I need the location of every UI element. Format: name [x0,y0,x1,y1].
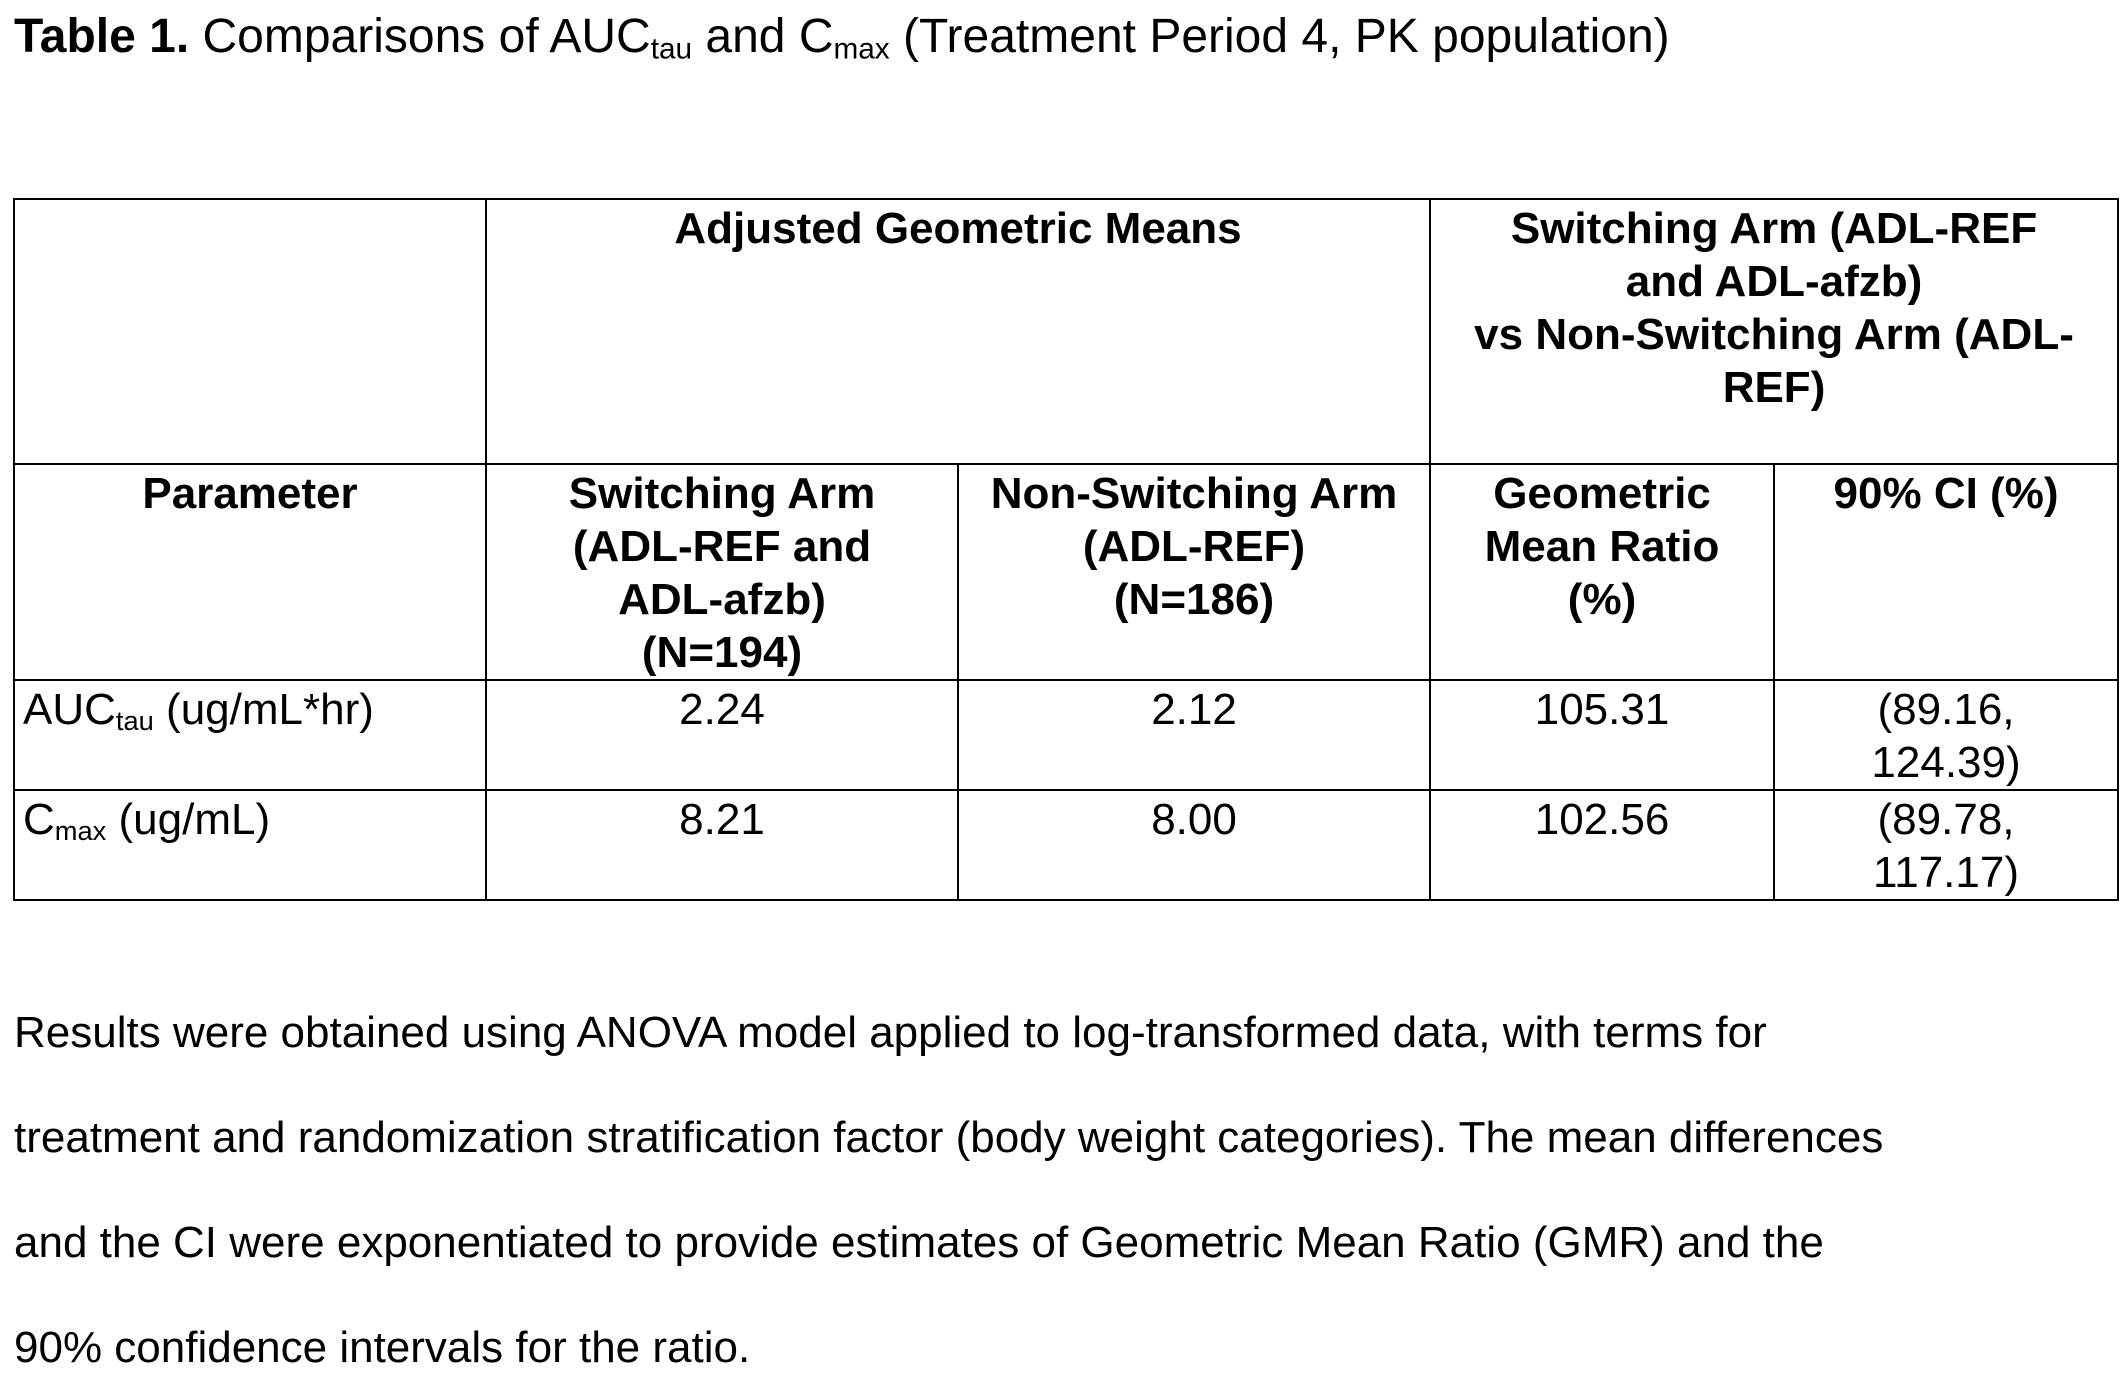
column-header-switching-arm [486,464,958,680]
cell-parameter [14,680,486,790]
ci-upper: 117.17) [1873,848,2019,897]
header-comparison-line: Switching Arm (ADL-REF [1510,204,2038,253]
cell-non-switching-value: 8.00 [958,790,1430,900]
column-header-non-switching-arm [958,464,1430,680]
table-title-label: Table 1. [14,10,190,63]
cell-switching-value: 2.24 [486,680,958,790]
parameter-name: C [23,795,55,844]
table-footnote [14,980,2104,1400]
column-header-line: (N=186) [1113,575,1275,624]
header-empty-cell [14,199,486,464]
header-comparison-line: and ADL-afzb) [1625,257,1923,306]
table-title-subscript-max: max [833,32,890,66]
column-header-line: (%) [1567,575,1637,624]
footnote-line: 90% confidence intervals for the ratio. [14,1323,751,1372]
column-header-line: (N=194) [641,628,803,677]
cell-ci-value [1774,790,2118,900]
column-header-line: (ADL-REF) [1082,522,1306,571]
header-row-group [14,199,2118,464]
table-title-text-mid: and C [705,10,834,63]
header-row-columns [14,464,2118,680]
cell-gmr-value: 102.56 [1430,790,1774,900]
parameter-name: AUC [23,685,116,734]
column-header-line: Geometric [1493,469,1711,518]
header-comparison [1430,199,2118,464]
footnote-line: Results were obtained using ANOVA model applied to log-transformed data, with terms for [14,1008,1767,1057]
column-header-line: (ADL-REF and [572,522,872,571]
cell-non-switching-value: 2.12 [958,680,1430,790]
parameter-subscript: tau [115,705,154,736]
column-header-line: Non-Switching Arm [990,469,1398,518]
table-row-auctau [14,680,2118,790]
column-header-parameter: Parameter [14,464,486,680]
parameter-unit: (ug/mL*hr) [166,685,374,734]
pk-comparison-table [13,198,2119,901]
column-header-line: ADL-afzb) [618,575,826,624]
ci-lower: (89.16, [1877,685,2015,734]
column-header-line: Switching Arm [568,469,876,518]
column-header-geometric-mean-ratio [1430,464,1774,680]
parameter-subscript: max [54,815,107,846]
cell-gmr-value: 105.31 [1430,680,1774,790]
footnote-line: treatment and randomization stratification factor (body weight categories). The mean differences [14,1113,1884,1162]
footnote-line: and the CI were exponentiated to provide estimates of Geometric Mean Ratio (GMR) and the [14,1218,1824,1267]
header-adjusted-geometric-means: Adjusted Geometric Means [486,199,1430,464]
header-comparison-line: vs Non-Switching Arm (ADL- [1474,310,2074,359]
table-title-text-pre: Comparisons of AUC [202,10,651,63]
table-title [14,8,1670,66]
table-title-subscript-tau: tau [650,32,693,66]
parameter-unit: (ug/mL) [118,795,271,844]
column-header-90-ci: 90% CI (%) [1774,464,2118,680]
ci-upper: 124.39) [1871,738,2021,787]
table-title-text-post: (Treatment Period 4, PK population) [903,10,1670,63]
cell-switching-value: 8.21 [486,790,958,900]
column-header-line: Mean Ratio [1484,522,1720,571]
cell-ci-value [1774,680,2118,790]
cell-parameter [14,790,486,900]
ci-lower: (89.78, [1877,795,2015,844]
table-row-cmax [14,790,2118,900]
header-comparison-line: REF) [1722,363,1826,412]
